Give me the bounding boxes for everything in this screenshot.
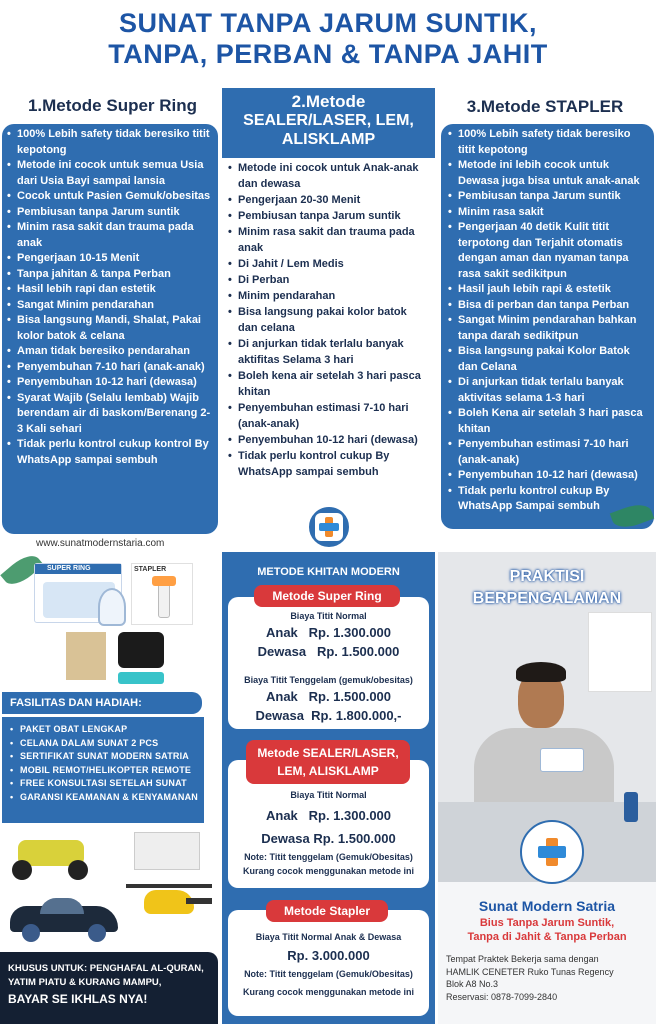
method1-item: • Pengerjaan 10-15 Menit [7, 251, 212, 267]
method1-item: • Bisa langsung Mandi, Shalat, Pakai kolor batok & celana [7, 313, 212, 344]
method1-item: • Aman tidak beresiko pendarahan [7, 344, 212, 360]
sr-dewasa-price: Rp. 1.500.000 [316, 644, 400, 659]
method3-item: • 100% Lebih safety tidak beresiko titit kepotong [448, 127, 649, 158]
st-note1: Note: Titit tenggelam (Gemuk/Obesitas) [244, 969, 413, 979]
method3-item: • Metode ini lebih cocok untuk Dewasa juga bisa untuk anak-anak [448, 158, 649, 189]
special-line-1: KHUSUS UNTUK: PENGHAFAL AL-QURAN, [8, 963, 204, 974]
sr-anak2-price: Rp. 1.500.000 [308, 689, 392, 704]
method2-item: • Pengerjaan 20-30 Menit [228, 192, 429, 208]
brand-tagline-2: Tanpa di Jahit & Tanpa Perban [467, 931, 627, 943]
sl-anak-label: Anak [265, 808, 298, 823]
method3-item: • Penyembuhan estimasi 7-10 hari (anak-anak) [448, 437, 649, 468]
sr-dewasa2-label: Dewasa [255, 708, 304, 723]
method3-item: • Boleh Kena air setelah 3 hari pasca khitan [448, 406, 649, 437]
method2-item: • Boleh kena air setelah 3 hari pasca khitan [228, 368, 429, 400]
method2-item: • Tidak perlu kontrol cukup By WhatsApp sampai sembuh [228, 448, 429, 480]
method2-panel [222, 158, 435, 546]
brand-logo-icon [307, 505, 351, 549]
method2-item: • Minim pendarahan [228, 288, 429, 304]
method3-item: • Penyembuhan 10-12 hari (dewasa) [448, 468, 649, 484]
method2-item: • Metode ini cocok untuk Anak-anak dan dewasa [228, 160, 429, 192]
super-ring-label: SUPER RING [35, 564, 121, 574]
method1-item: • Cocok untuk Pasien Gemuk/obesitas [7, 189, 212, 205]
method1-item: • Tidak perlu kontrol cukup kontrol By WhatsApp sampai sembuh [7, 437, 212, 468]
method2-heading-line-3: ALISKLAMP [281, 131, 376, 148]
method1-item: • Minim rasa sakit dan trauma pada anak [7, 220, 212, 251]
method2-item: • Di anjurkan tidak terlalu banyak aktifitas Selama 3 hari [228, 336, 429, 368]
method1-item: • Sangat Minim pendarahan [7, 298, 212, 314]
toy-helicopter-image [126, 832, 214, 946]
sl-note1: Note: Titit tenggelam (Gemuk/Obesitas) [244, 852, 413, 862]
method2-heading [222, 92, 435, 149]
method1-item: • Metode ini cocok untuk semua Usia dari Usia Bayi sampai lansia [7, 158, 212, 189]
sr-normal-label: Biaya Titit Normal [290, 611, 367, 621]
method1-item: • Penyembuhan 10-12 hari (dewasa) [7, 375, 212, 391]
method3-item: • Pembiusan tanpa Jarum suntik [448, 189, 649, 205]
facilities-panel [2, 717, 204, 823]
sealer-tag-line-1: Metode SEALER/LASER, [257, 746, 399, 760]
sr-anak-label: Anak [265, 625, 298, 640]
sr-anak2-label: Anak [265, 689, 298, 704]
method3-item: • Minim rasa sakit [448, 205, 649, 221]
method3-item: • Hasil jauh lebih rapi & estetik [448, 282, 649, 298]
super-ring-tag: Metode Super Ring [254, 585, 400, 607]
method2-item: • Bisa langsung pakai kolor batok dan celana [228, 304, 429, 336]
method1-item: • Penyembuhan 7-10 hari (anak-anak) [7, 360, 212, 376]
brand-name: Sunat Modern Satria [478, 898, 616, 914]
method1-list [7, 127, 212, 468]
title-line-2: TANPA, PERBAN & TANPA JAHIT [108, 39, 548, 69]
method2-list [228, 160, 429, 480]
sr-anak-row [228, 623, 429, 642]
stapler-price-card [228, 910, 429, 1016]
brand-tagline [438, 916, 656, 944]
method2-item: • Penyembuhan estimasi 7-10 hari (anak-anak) [228, 400, 429, 432]
method3-item: • Tidak perlu kontrol cukup By WhatsApp Sampai sembuh [448, 484, 649, 515]
method1-panel [2, 124, 218, 534]
facility-item: • CELANA DALAM SUNAT 2 PCS [10, 737, 198, 751]
sr-anak2-row [228, 687, 429, 706]
facility-item: • PAKET OBAT LENGKAP [10, 723, 198, 737]
facility-item: • GARANSI KEAMANAN & KENYAMANAN [10, 791, 198, 805]
method1-item: • Syarat Wajib (Selalu lembab) Wajib berendam air di baskom/Berenang 2-3 Kali sehari [7, 391, 212, 438]
facility-item: • FREE KONSULTASI SETELAH SUNAT [10, 777, 198, 791]
method2-heading-line-1: 2.Metode [291, 92, 366, 111]
method2-item: • Di Jahit / Lem Medis [228, 256, 429, 272]
st-note2: Kurang cocok menggunakan metode ini [242, 987, 415, 997]
practitioner-line-1: PRAKTISI [509, 568, 585, 585]
toy-rc-car-image [8, 832, 94, 882]
sl-dewasa-row [228, 829, 429, 848]
method2-item: • Di Perban [228, 272, 429, 288]
method2-item: • Minim rasa sakit dan trauma pada anak [228, 224, 429, 256]
medical-kit-image [62, 628, 180, 690]
sl-dewasa-label: Dewasa [261, 831, 310, 846]
sl-note2: Kurang cocok menggunakan metode ini [242, 866, 415, 876]
sl-normal-label: Biaya Titit Normal [290, 790, 367, 800]
sr-dewasa2-row [228, 706, 429, 725]
method1-item: • Hasil lebih rapi dan estetik [7, 282, 212, 298]
st-normal-label: Biaya Titit Normal Anak & Dewasa [255, 932, 402, 942]
title-line-1: SUNAT TANPA JARUM SUNTIK, [119, 8, 537, 38]
method1-item: • 100% Lebih safety tidak beresiko titit kepotong [7, 127, 212, 158]
practitioner-heading [440, 566, 654, 610]
sl-anak-row [228, 806, 429, 825]
address-line-1: Tempat Praktek Bekerja sama dengan [446, 954, 599, 964]
address-line-3: Blok A8 No.3 [446, 979, 499, 989]
address-block [446, 953, 651, 1003]
method3-item: • Sangat Minim pendarahan bahkan tanpa darah sedikitpun [448, 313, 649, 344]
super-ring-price-card [228, 597, 429, 729]
page-title [0, 8, 656, 70]
sealer-tag [246, 740, 410, 784]
pricing-title: METODE KHITAN MODERN [257, 566, 400, 578]
method3-item: • Bisa langsung pakai Kolor Batok dan Celana [448, 344, 649, 375]
sr-dewasa2-price: Rp. 1.800.000,- [311, 708, 402, 723]
address-line-2: HAMLIK CENETER Ruko Tunas Regency [446, 966, 614, 977]
special-line-2: YATIM PIATU & KURANG MAMPU, [8, 977, 162, 988]
method3-heading: 3.Metode STAPLER [466, 97, 624, 116]
method2-heading-line-2: SEALER/LASER, LEM, [243, 112, 414, 129]
facility-item: • SERTIFIKAT SUNAT MODERN SATRIA [10, 750, 198, 764]
method3-panel [441, 124, 654, 529]
facilities-title: FASILITAS DAN HADIAH: [2, 692, 202, 714]
super-ring-device-icon [98, 588, 126, 626]
sealer-tag-line-2: LEM, ALISKLAMP [277, 764, 379, 778]
facility-item: • MOBIL REMOT/HELIKOPTER REMOTE [10, 764, 198, 778]
special-line-3: BAYAR SE IKHLAS NYA! [8, 992, 148, 1006]
special-offer-banner [0, 952, 218, 1024]
sr-dewasa-row [228, 642, 429, 661]
method3-list [448, 127, 649, 515]
method1-item: • Tanpa jahitan & tanpa Perban [7, 267, 212, 283]
sl-dewasa-price: Rp. 1.500.000 [313, 831, 396, 846]
method2-item: • Pembiusan tanpa Jarum suntik [228, 208, 429, 224]
brand-logo-large-icon [520, 820, 584, 884]
method1-item: • Pembiusan tanpa Jarum suntik [7, 205, 212, 221]
method3-item: • Bisa di perban dan tanpa Perban [448, 298, 649, 314]
toy-sports-car-image [10, 888, 120, 946]
facilities-list [10, 723, 198, 804]
sr-anak-price: Rp. 1.300.000 [308, 625, 392, 640]
sr-tenggelam-label: Biaya Titit Tenggelam (gemuk/obesitas) [244, 675, 413, 685]
method2-item: • Penyembuhan 10-12 hari (dewasa) [228, 432, 429, 448]
method3-item: • Pengerjaan 40 detik Kulit titit terpotong dan Terjahit otomatis dengan aman dan nyaman tanpa rasa sakit sedikitpun [448, 220, 649, 282]
method1-heading: 1.Metode Super Ring [27, 96, 198, 115]
method3-item: • Di anjurkan tidak terlalu banyak aktivitas selama 1-3 hari [448, 375, 649, 406]
stapler-label: STAPLER [134, 566, 167, 573]
brand-tagline-1: Bius Tanpa Jarum Suntik, [479, 917, 615, 929]
website-url: www.sunatmodernstaria.com [36, 538, 165, 549]
stapler-tag: Metode Stapler [266, 900, 388, 922]
reservation-phone: Reservasi: 0878-7099-2840 [446, 991, 558, 1002]
stapler-product-image [131, 563, 193, 625]
sr-dewasa-label: Dewasa [257, 644, 307, 659]
practitioner-line-2: BERPENGALAMAN [472, 590, 622, 607]
sl-anak-price: Rp. 1.300.000 [308, 808, 392, 823]
st-price: Rp. 3.000.000 [287, 948, 370, 963]
